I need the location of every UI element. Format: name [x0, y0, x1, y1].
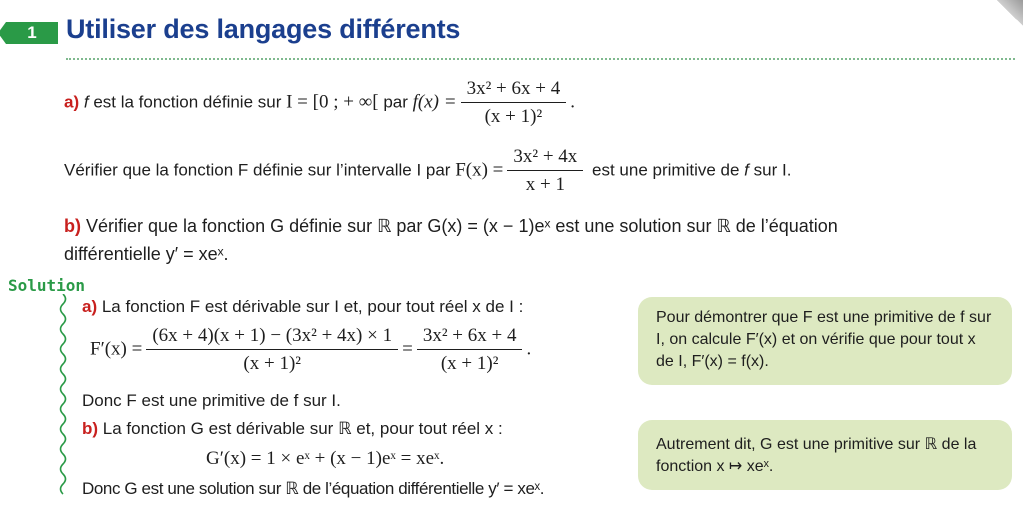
exercise-number-badge: 1: [6, 22, 58, 44]
solution-label: Solution: [8, 276, 86, 295]
F-of-x: F(x) =: [455, 159, 504, 181]
page-title: Utiliser des langages différents: [66, 14, 461, 44]
F-prime: F′(x) =: [90, 338, 143, 360]
solution-a-derivative: [90, 325, 531, 375]
solution-a-text: La fonction F est dérivable sur I et, pour tout réel x de I :: [97, 297, 524, 316]
fraction-f: [461, 78, 567, 128]
period: .: [570, 91, 575, 113]
note-antiderivative: [638, 420, 1012, 490]
solution-a-conclusion: Donc F est une primitive de f sur I.: [82, 391, 341, 410]
exercise-b-label: b): [64, 216, 81, 236]
fraction-f-denominator: (x + 1)²: [484, 106, 543, 127]
solution-wavy-bracket: [56, 294, 70, 500]
solution-b-intro: [82, 418, 503, 440]
fraction-F: [507, 146, 583, 196]
derivative-fraction-2-denominator: (x + 1)²: [440, 353, 499, 374]
solution-a-label: a): [82, 297, 98, 316]
solution-b-label: b): [82, 419, 99, 438]
function-name-f: f: [744, 160, 749, 180]
verify-suffix: est une primitive de: [587, 160, 745, 180]
fraction-F-numerator: 3x² + 4x: [507, 146, 583, 171]
note-antiderivative-text: Autrement dit, G est une primitive sur ℝ de la fonction x ↦ xeˣ.: [656, 436, 977, 475]
verify-text: Vérifier que la fonction F définie sur l’intervalle I par: [64, 160, 456, 180]
fraction-f-numerator: 3x² + 6x + 4: [461, 78, 567, 103]
derivative-fraction-1-numerator: (6x + 4)(x + 1) − (3x² + 4x) × 1: [146, 325, 398, 350]
derivative-fraction-2-numerator: 3x² + 6x + 4: [417, 325, 523, 350]
function-name-f: f: [83, 92, 89, 112]
exercise-a-label: a): [64, 92, 80, 112]
f-of-x: f(x) =: [412, 91, 457, 113]
solution-b-text: La fonction G est dérivable sur ℝ et, pour tout réel x :: [98, 419, 503, 438]
interval-I: I = [0 ; + ∞[: [286, 91, 379, 113]
equals-sign: =: [402, 338, 413, 360]
verify-end: sur I.: [748, 160, 792, 180]
exercise-a-verify: [64, 146, 791, 196]
period: .: [526, 338, 532, 360]
note-primitive-text: Pour démontrer que F est une primitive de f sur I, on calcule F′(x) et on vérifie que pour tout x de I, F′(x) = f(x).: [656, 309, 992, 370]
derivative-fraction-1: [146, 325, 398, 375]
exercise-b-statement: [64, 212, 838, 268]
exercise-a-statement: [64, 78, 575, 128]
solution-b-formula: G′(x) = 1 × eˣ + (x − 1)eˣ = xeˣ.: [206, 448, 445, 469]
solution-b-conclusion: Donc G est une solution sur ℝ de l’équation différentielle y′ = xeˣ.: [82, 479, 545, 498]
solution-a-intro: [82, 296, 523, 318]
par-word: par: [378, 92, 413, 112]
title-divider: [66, 58, 1015, 60]
exercise-a-text: est la fonction définie sur: [88, 92, 287, 112]
note-primitive-method: [638, 297, 1012, 385]
fraction-F-denominator: x + 1: [525, 174, 565, 195]
derivative-fraction-2: [417, 325, 523, 375]
exercise-b-line1: Vérifier que la fonction G définie sur ℝ par G(x) = (x − 1)eˣ est une solution sur ℝ de l’équation: [81, 216, 838, 236]
derivative-fraction-1-denominator: (x + 1)²: [243, 353, 301, 374]
exercise-b-line2: différentielle y′ = xeˣ.: [64, 244, 229, 264]
page-corner-fold: [997, 0, 1023, 26]
